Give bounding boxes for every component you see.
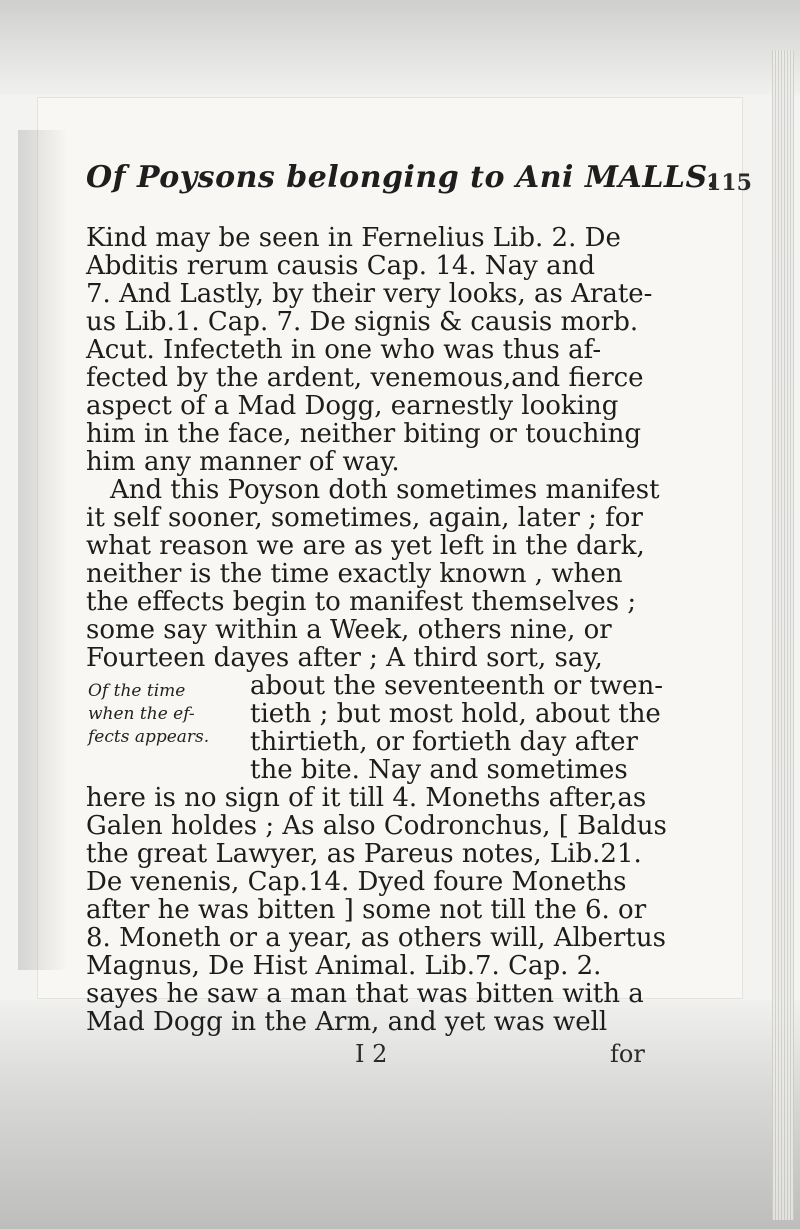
body-line: thirtieth, or fortieth day after bbox=[250, 727, 638, 757]
body-line: aspect of a Mad Dogg, earnestly looking bbox=[86, 391, 619, 421]
body-line: Magnus, De Hist Animal. Lib.7. Cap. 2. bbox=[86, 951, 602, 981]
page-edges bbox=[772, 50, 794, 1220]
body-line: tieth ; but most hold, about the bbox=[250, 699, 661, 729]
body-line: Galen holdes ; As also Codronchus, [ Baldus bbox=[86, 811, 667, 841]
body-line: Acut. Infecteth in one who was thus af- bbox=[86, 335, 602, 365]
margin-note-line: when the ef- bbox=[88, 704, 195, 724]
body-line: fected by the ardent, venemous,and fierce bbox=[86, 363, 644, 393]
body-line: here is no sign of it till 4. Moneths after,as bbox=[86, 783, 647, 813]
body-line: some say within a Week, others nine, or bbox=[86, 615, 612, 645]
running-head: Of Poysons belonging to Ani MALLS. bbox=[86, 160, 718, 195]
book-gutter-shadow bbox=[18, 130, 68, 970]
body-line: Abditis rerum causis Cap. 14. Nay and bbox=[86, 251, 596, 281]
scan-top-shadow bbox=[0, 0, 800, 95]
body-line: him any manner of way. bbox=[86, 447, 400, 477]
body-line: us Lib.1. Cap. 7. De signis & causis morb. bbox=[86, 307, 639, 337]
body-line: Kind may be seen in Fernelius Lib. 2. De bbox=[86, 223, 621, 253]
body-line: De venenis, Cap.14. Dyed foure Moneths bbox=[86, 867, 627, 897]
body-line: about the seventeenth or twen- bbox=[250, 671, 664, 701]
body-line: what reason we are as yet left in the dark, bbox=[86, 531, 645, 561]
body-line: Fourteen dayes after ; A third sort, say, bbox=[86, 643, 603, 673]
margin-note-line: Of the time bbox=[88, 681, 186, 701]
body-line: sayes he saw a man that was bitten with a bbox=[86, 979, 644, 1009]
page-number: 115 bbox=[706, 170, 752, 196]
body-line: the bite. Nay and sometimes bbox=[250, 755, 628, 785]
body-line: 8. Moneth or a year, as others will, Albertus bbox=[86, 923, 666, 953]
body-line: 7. And Lastly, by their very looks, as Arate- bbox=[86, 279, 653, 309]
body-line: him in the face, neither biting or touching bbox=[86, 419, 642, 449]
catchword: for bbox=[610, 1040, 645, 1068]
body-line: And this Poyson doth sometimes manifest bbox=[110, 475, 660, 505]
body-line: the great Lawyer, as Pareus notes, Lib.21. bbox=[86, 839, 642, 869]
body-line: neither is the time exactly known , when bbox=[86, 559, 623, 589]
signature-mark: I 2 bbox=[355, 1040, 388, 1068]
body-line: Mad Dogg in the Arm, and yet was well bbox=[86, 1007, 608, 1037]
body-line: it self sooner, sometimes, again, later ; for bbox=[86, 503, 643, 533]
body-line: the effects begin to manifest themselves ; bbox=[86, 587, 637, 617]
body-line: after he was bitten ] some not till the 6. or bbox=[86, 895, 647, 925]
margin-note-line: fects appears. bbox=[88, 727, 210, 747]
